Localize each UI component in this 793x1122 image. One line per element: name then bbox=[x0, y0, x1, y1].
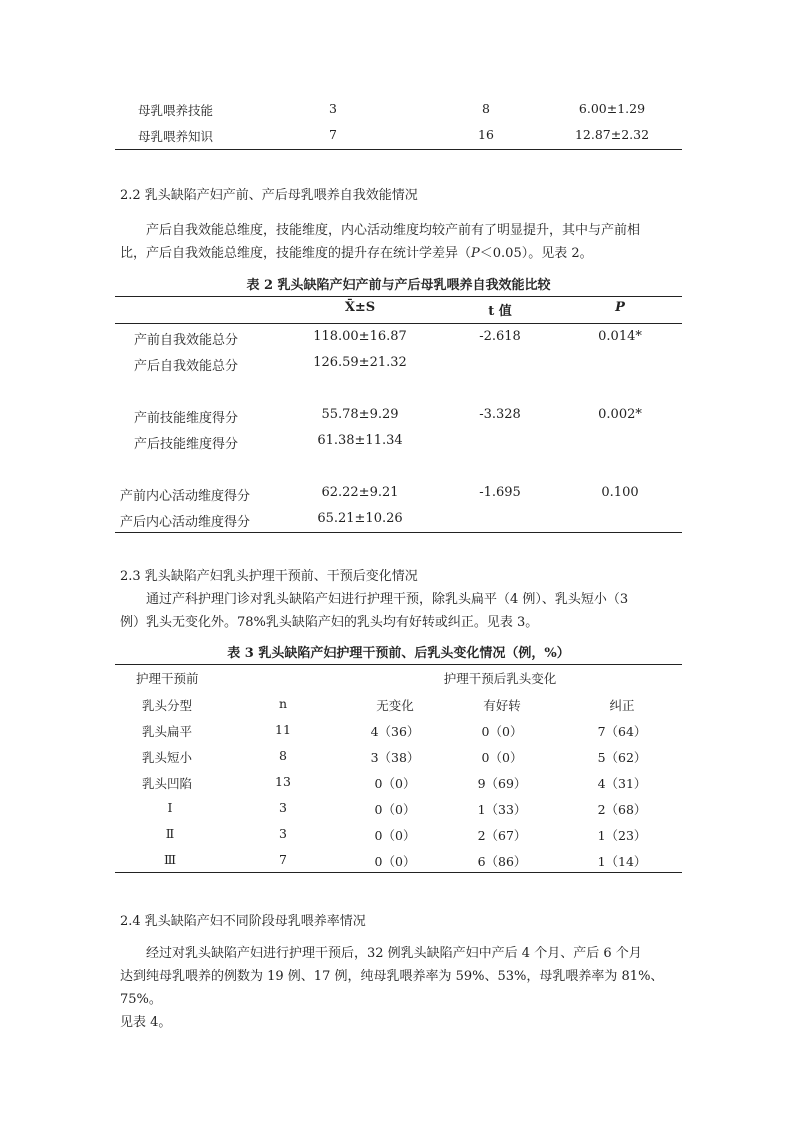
table-cell: 1（33） bbox=[477, 802, 527, 817]
table-cell: 12.87±2.32 bbox=[574, 127, 650, 142]
table-cell: 126.59±21.32 bbox=[313, 355, 407, 370]
table-cell: 3 bbox=[279, 826, 287, 841]
table-cell: 65.21±10.26 bbox=[317, 511, 403, 526]
table-cell: Ⅰ bbox=[167, 800, 173, 815]
text-span: 比，产后自我效能总维度，技能维度的提升存在统计学差异（ bbox=[120, 246, 472, 261]
table-cell: 产前自我效能总分 bbox=[134, 333, 239, 348]
table-header-rule bbox=[115, 323, 682, 324]
table-cell: 7 bbox=[329, 127, 337, 142]
table-bottom-rule bbox=[115, 149, 682, 150]
table-cell: 0（0） bbox=[374, 776, 416, 791]
section-heading: 2.4 乳头缺陷产妇不同阶段母乳喂养率情况 bbox=[120, 914, 366, 929]
table-cell: 11 bbox=[275, 722, 291, 737]
table-cell: 7 bbox=[279, 852, 287, 867]
table-cell: 2（67） bbox=[477, 828, 527, 843]
table-cell: 产前技能维度得分 bbox=[134, 411, 239, 426]
paragraph bbox=[120, 942, 680, 1034]
table-cell: 产前内心活动维度得分 bbox=[120, 489, 251, 504]
table-caption: 表 3 乳头缺陷产妇护理干预前、后乳头变化情况（例，%） bbox=[227, 646, 570, 661]
table-cell: 产后内心活动维度得分 bbox=[120, 515, 251, 530]
table-cell: 0（0） bbox=[481, 724, 523, 739]
column-header: 无变化 bbox=[376, 698, 414, 713]
table-cell: 产后自我效能总分 bbox=[134, 359, 239, 374]
table-cell: 0.014* bbox=[598, 329, 642, 344]
table-cell: -2.618 bbox=[479, 329, 521, 344]
table-caption: 表 2 乳头缺陷产妇产前与产后母乳喂养自我效能比较 bbox=[246, 278, 551, 293]
column-header: X̄±S bbox=[344, 300, 376, 315]
table-cell: 0.002* bbox=[598, 407, 642, 422]
column-header: 纠正 bbox=[609, 698, 635, 713]
table-cell: 2（68） bbox=[597, 802, 647, 817]
table-cell: 0（0） bbox=[374, 854, 416, 869]
paragraph-line: 例）乳头无变化外。78%乳头缺陷产妇的乳头均有好转或纠正。见表 3。 bbox=[120, 615, 539, 630]
table-cell: 乳头扁平 bbox=[142, 724, 193, 739]
table-cell: 55.78±9.29 bbox=[321, 407, 399, 422]
table-cell: 3（38） bbox=[370, 750, 420, 765]
table-cell: 4（36） bbox=[370, 724, 420, 739]
table-cell: 9（69） bbox=[477, 776, 527, 791]
table-cell: 8 bbox=[482, 101, 490, 116]
table-cell: 3 bbox=[279, 800, 287, 815]
table-bottom-rule bbox=[115, 532, 682, 533]
table-cell: 1（14） bbox=[597, 854, 647, 869]
column-header: 护理干预后乳头变化 bbox=[443, 671, 557, 686]
table-cell: -3.328 bbox=[479, 407, 521, 422]
table-cell: Ⅲ bbox=[163, 852, 177, 867]
column-header: 有好转 bbox=[483, 698, 521, 713]
paragraph-line: 产后自我效能总维度，技能维度，内心活动维度均较产前有了明显提升，其中与产前相 bbox=[146, 223, 641, 238]
table-top-rule bbox=[115, 664, 682, 665]
column-header: 乳头分型 bbox=[142, 698, 193, 713]
table-cell: 母乳喂养知识 bbox=[138, 129, 214, 144]
text-span: ＜0.05）。见表 2。 bbox=[479, 246, 593, 261]
table-cell: 61.38±11.34 bbox=[317, 433, 403, 448]
table-cell: -1.695 bbox=[479, 485, 521, 500]
table-cell: 6.00±1.29 bbox=[578, 101, 646, 116]
table-cell: 62.22±9.21 bbox=[321, 485, 399, 500]
table-bottom-rule bbox=[115, 872, 682, 873]
paragraph bbox=[120, 588, 680, 634]
table-cell: 5（62） bbox=[597, 750, 647, 765]
table-cell: 13 bbox=[275, 774, 291, 789]
table-cell: 8 bbox=[279, 748, 287, 763]
paragraph bbox=[120, 219, 680, 265]
column-header: P bbox=[615, 300, 625, 315]
column-header: 护理干预前 bbox=[136, 671, 199, 686]
paragraph-line bbox=[120, 242, 680, 265]
table-cell: 乳头凹陷 bbox=[142, 776, 193, 791]
paragraph-line: 达到纯母乳喂养的例数为 19 例、17 例，纯母乳喂养率为 59%、53%，母乳喂养率为 81%、75%。 bbox=[120, 969, 664, 1007]
table-cell: 乳头短小 bbox=[142, 750, 193, 765]
table-cell: 4（31） bbox=[597, 776, 647, 791]
table-cell: 1（23） bbox=[597, 828, 647, 843]
table-cell: 16 bbox=[478, 127, 494, 142]
table-cell: 0（0） bbox=[374, 828, 416, 843]
table-cell: Ⅱ bbox=[165, 826, 175, 841]
table-cell: 7（64） bbox=[597, 724, 647, 739]
table-top-rule bbox=[115, 296, 682, 297]
table-cell: 0（0） bbox=[374, 802, 416, 817]
column-header: n bbox=[278, 696, 288, 711]
p-symbol: P bbox=[471, 246, 480, 261]
section-heading: 2.2 乳头缺陷产妇产前、产后母乳喂养自我效能情况 bbox=[120, 188, 418, 203]
paragraph-line: 通过产科护理门诊对乳头缺陷产妇进行护理干预，除乳头扁平（4 例）、乳头短小（3 bbox=[146, 592, 629, 607]
paragraph-line: 见表 4。 bbox=[120, 1015, 172, 1030]
section-heading: 2.3 乳头缺陷产妇乳头护理干预前、干预后变化情况 bbox=[120, 569, 418, 584]
table-cell: 0（0） bbox=[481, 750, 523, 765]
column-header: t 值 bbox=[488, 304, 512, 319]
paragraph-line: 经过对乳头缺陷产妇进行护理干预后，32 例乳头缺陷产妇中产后 4 个月、产后 6 个月 bbox=[146, 946, 642, 961]
table-cell: 产后技能维度得分 bbox=[134, 437, 239, 452]
table-cell: 118.00±16.87 bbox=[313, 329, 407, 344]
table-cell: 母乳喂养技能 bbox=[138, 103, 214, 118]
table-cell: 3 bbox=[329, 101, 337, 116]
table-cell: 0.100 bbox=[601, 485, 639, 500]
table-cell: 6（86） bbox=[477, 854, 527, 869]
